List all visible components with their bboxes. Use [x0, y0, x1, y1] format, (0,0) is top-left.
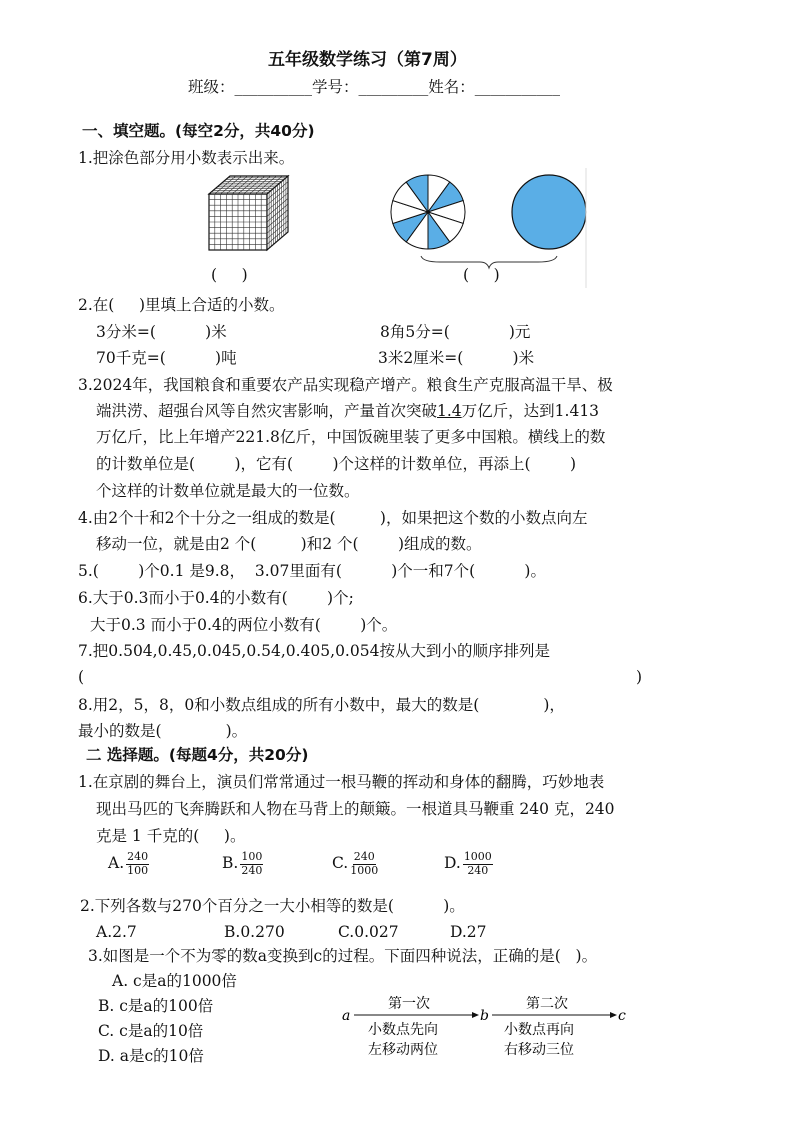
q3-line4: 的计数单位是( )，它有( )个这样的计数单位，再添上( ) — [96, 455, 577, 473]
flow-step1-label: 第一次 — [388, 996, 430, 1012]
s2-q1-option-d[interactable] — [444, 851, 493, 877]
flow-step2-line1: 小数点再向 — [504, 1022, 574, 1038]
flow-step1-line2: 左移动两位 — [368, 1042, 438, 1058]
s2-q1-line3: 克是 1 千克的( )。 — [96, 827, 246, 845]
s2-q1-option-c[interactable] — [332, 851, 378, 877]
q2-item-d: 3米2厘米=( )米 — [378, 349, 535, 367]
full-circle — [512, 175, 586, 249]
q2-text: 2.在( )里填上合适的小数。 — [78, 296, 285, 314]
denominator: 240 — [467, 863, 489, 877]
s2-q3-option-c[interactable]: C. c是a的10倍 — [98, 1022, 204, 1040]
q3-line2-a: 端洪涝、超强台风等自然灾害影响，产量首次突破 — [96, 402, 438, 420]
cube-figure — [209, 176, 288, 250]
q2-item-b: 8角5分=( )元 — [380, 323, 531, 341]
q8-line2: 最小的数是( )。 — [78, 722, 248, 740]
section2-heading: 二 选择题。(每题4分，共20分) — [86, 746, 309, 764]
s2-q3-text: 3.如图是一个不为零的数a变换到c的过程。下面四种说法，正确的是( )。 — [88, 947, 598, 965]
s2-q1-line2: 现出马匹的飞奔腾跃和人物在马背上的颠簸。一根道具马鞭重 240 克，240 — [96, 800, 615, 818]
q7-line1: 7.把0.504,0.45,0.045,0.54,0.405,0.054按从大到小的顺序排列是 — [78, 642, 550, 660]
q6-line2: 大于0.3 而小于0.4的两位小数有( )个。 — [90, 616, 398, 634]
option-letter: D. — [444, 854, 461, 873]
flow-label-c: c — [618, 1008, 626, 1024]
flow-step1-line1: 小数点先向 — [368, 1022, 438, 1038]
page-title: 五年级数学练习（第7周） — [268, 50, 467, 70]
numerator: 240 — [127, 850, 149, 863]
q4-line1: 4.由2个十和2个十分之一组成的数是( )，如果把这个数的小数点向左 — [78, 509, 588, 527]
q3-line5: 个这样的计数单位就是最大的一位数。 — [96, 482, 360, 500]
s2-q2-option-d[interactable]: D.27 — [450, 923, 487, 941]
q2-item-a: 3分米=( )米 — [96, 323, 227, 341]
q1-blank-right[interactable]: ( ) — [463, 266, 500, 284]
option-letter: B. — [222, 854, 239, 873]
q1-figure — [0, 168, 793, 298]
flow-step2-line2: 右移动三位 — [504, 1042, 574, 1058]
fraction — [240, 851, 263, 877]
numerator: 100 — [241, 850, 263, 863]
q2-item-c: 70千克=( )吨 — [96, 349, 237, 367]
s2-q2-option-a[interactable]: A.2.7 — [96, 923, 137, 941]
section1-heading: 一、填空题。(每空2分，共40分) — [82, 122, 315, 140]
flow-arrowhead-2 — [610, 1012, 617, 1018]
fraction — [126, 851, 149, 877]
q6-line1: 6.大于0.3而小于0.4的小数有( )个; — [78, 589, 354, 607]
s2-q3-option-d[interactable]: D. a是c的10倍 — [98, 1047, 204, 1065]
s2-q3-option-b[interactable]: B. c是a的100倍 — [98, 997, 214, 1015]
s2-q1-option-b[interactable] — [222, 851, 263, 877]
q7-close-paren: ) — [636, 668, 643, 686]
q1-blank-left[interactable]: ( ) — [211, 266, 248, 284]
denominator: 1000 — [350, 863, 379, 877]
fraction — [463, 851, 493, 877]
flow-step2-label: 第二次 — [526, 996, 568, 1012]
q3-line3: 万亿斤，比上年增产221.8亿斤，中国饭碗里装了更多中国粮。横线上的数 — [96, 428, 606, 446]
q4-line2: 移动一位，就是由2 个( )和2 个( )组成的数。 — [96, 535, 482, 553]
q1-text: 1.把涂色部分用小数表示出来。 — [78, 149, 295, 167]
s2-q3-option-a[interactable]: A. c是a的1000倍 — [112, 972, 237, 990]
q3-line1: 3.2024年，我国粮食和重要农产品实现稳产增产。粮食生产克服高温干旱、极 — [78, 376, 613, 394]
option-letter: C. — [332, 854, 349, 873]
s2-q2-text: 2.下列各数与270个百分之一大小相等的数是( )。 — [80, 897, 465, 915]
flow-label-b: b — [480, 1008, 489, 1024]
q3-underlined-number: 1.4 — [437, 402, 462, 420]
flow-arrowhead-1 — [472, 1012, 479, 1018]
fraction — [350, 851, 378, 877]
student-info-line: 班级：__________学号：_________姓名：___________ — [188, 78, 561, 96]
q5-text: 5.( )个0.1 是9.8， 3.07里面有( )个一和7个( )。 — [78, 562, 546, 580]
q3-line2-b: 万亿斤，达到1.413 — [461, 402, 600, 420]
q8-line1: 8.用2，5，8，0和小数点组成的所有小数中，最大的数是( )， — [78, 696, 565, 714]
s2-q2-option-c[interactable]: C.0.027 — [338, 923, 399, 941]
q7-open-paren: ( — [78, 668, 85, 686]
flow-label-a: a — [342, 1008, 351, 1024]
denominator: 240 — [241, 863, 263, 877]
option-letter: A. — [108, 854, 125, 873]
q3-line2 — [96, 404, 599, 420]
transform-flow-diagram — [338, 988, 638, 1058]
s2-q2-option-b[interactable]: B.0.270 — [224, 923, 285, 941]
s2-q1-option-a[interactable] — [108, 851, 149, 877]
s2-q1-line1: 1.在京剧的舞台上，演员们常常通过一根马鞭的挥动和身体的翻腾，巧妙地表 — [78, 773, 605, 791]
denominator: 100 — [127, 863, 149, 877]
numerator: 1000 — [463, 850, 492, 863]
numerator: 240 — [353, 850, 375, 863]
